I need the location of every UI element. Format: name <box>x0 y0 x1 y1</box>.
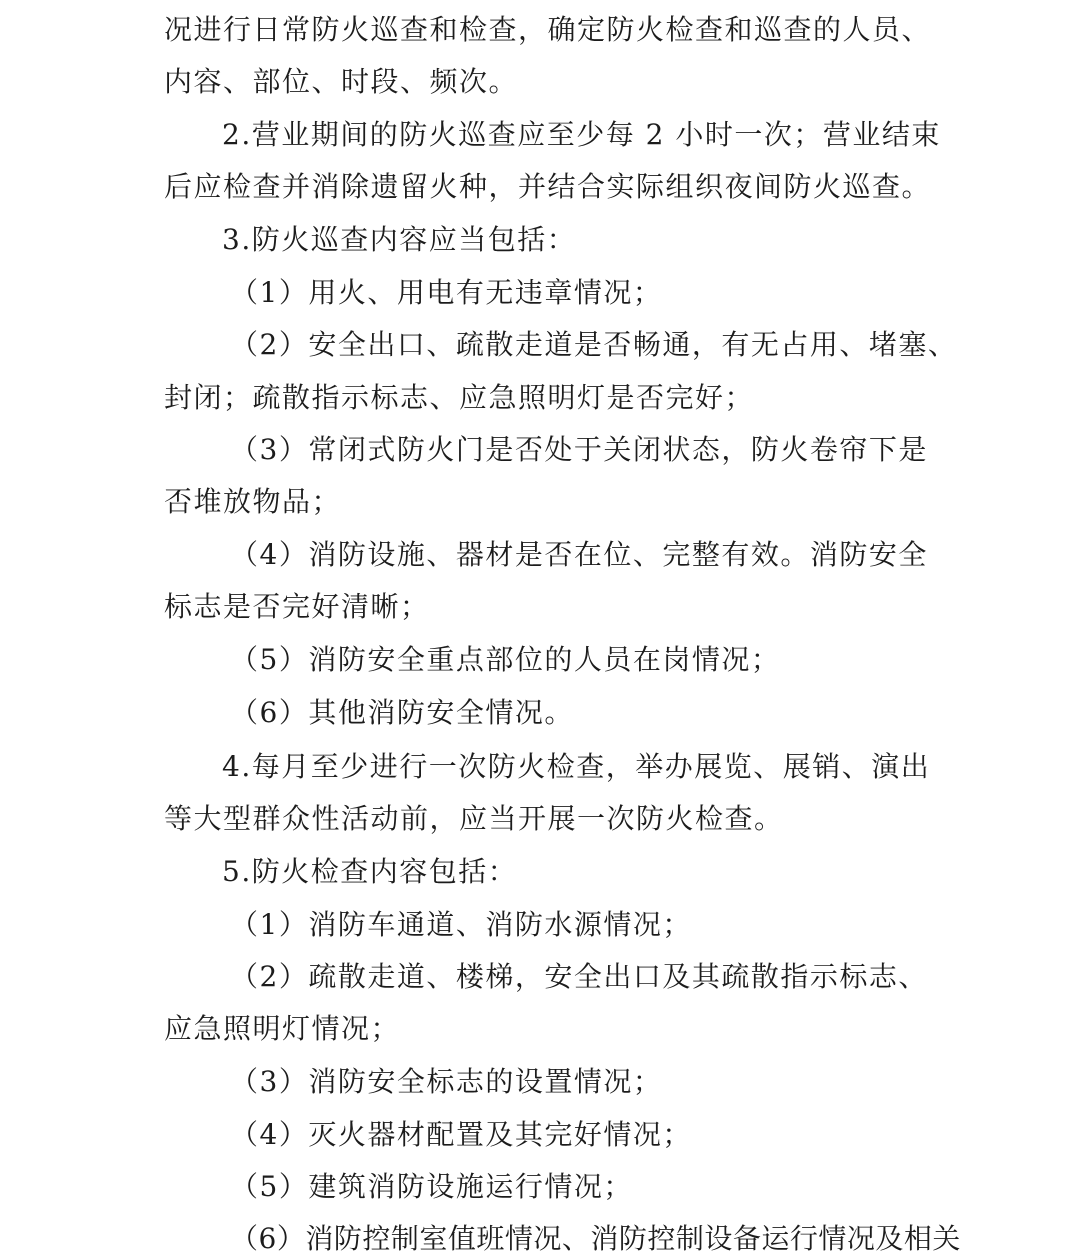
text-line: 应急照明灯情况； <box>164 1012 401 1045</box>
text-line: （5）消防安全重点部位的人员在岗情况； <box>230 643 781 676</box>
text-line: 况进行日常防火巡查和检查，确定防火检查和巡查的人员、 <box>164 13 932 46</box>
text-line: （1）用火、用电有无违章情况； <box>230 276 663 309</box>
text-line: 等大型群众性活动前，应当开展一次防火检查。 <box>164 802 784 835</box>
text-line: 5.防火检查内容包括： <box>222 855 518 888</box>
text-line: 内容、部位、时段、频次。 <box>164 65 519 98</box>
text-line: （2）疏散走道、楼梯，安全出口及其疏散指示标志、 <box>230 960 928 993</box>
text-line: （3）消防安全标志的设置情况； <box>230 1065 663 1098</box>
text-line: （4）灭火器材配置及其完好情况； <box>230 1118 692 1151</box>
text-line: 否堆放物品； <box>164 485 342 518</box>
text-line: （6）其他消防安全情况。 <box>230 696 574 729</box>
text-line: 4.每月至少进行一次防火检查，举办展览、展销、演出 <box>222 750 931 783</box>
text-line: （1）消防车通道、消防水源情况； <box>230 908 692 941</box>
text-line: 后应检查并消除遗留火种，并结合实际组织夜间防火巡查。 <box>164 170 932 203</box>
text-line: （6）消防控制室值班情况、消防控制设备运行情况及相关 <box>230 1222 961 1255</box>
text-line: （4）消防设施、器材是否在位、完整有效。消防安全 <box>230 538 928 571</box>
text-line: （5）建筑消防设施运行情况； <box>230 1170 633 1203</box>
text-line: 标志是否完好清晰； <box>164 590 430 623</box>
text-line: 封闭；疏散指示标志、应急照明灯是否完好； <box>164 381 755 414</box>
text-line: （3）常闭式防火门是否处于关闭状态，防火卷帘下是 <box>230 433 928 466</box>
text-line: 2.营业期间的防火巡查应至少每 2 小时一次；营业结束 <box>222 118 941 151</box>
text-line: （2）安全出口、疏散走道是否畅通，有无占用、堵塞、 <box>230 328 958 361</box>
text-line: 3.防火巡查内容应当包括： <box>222 223 577 256</box>
